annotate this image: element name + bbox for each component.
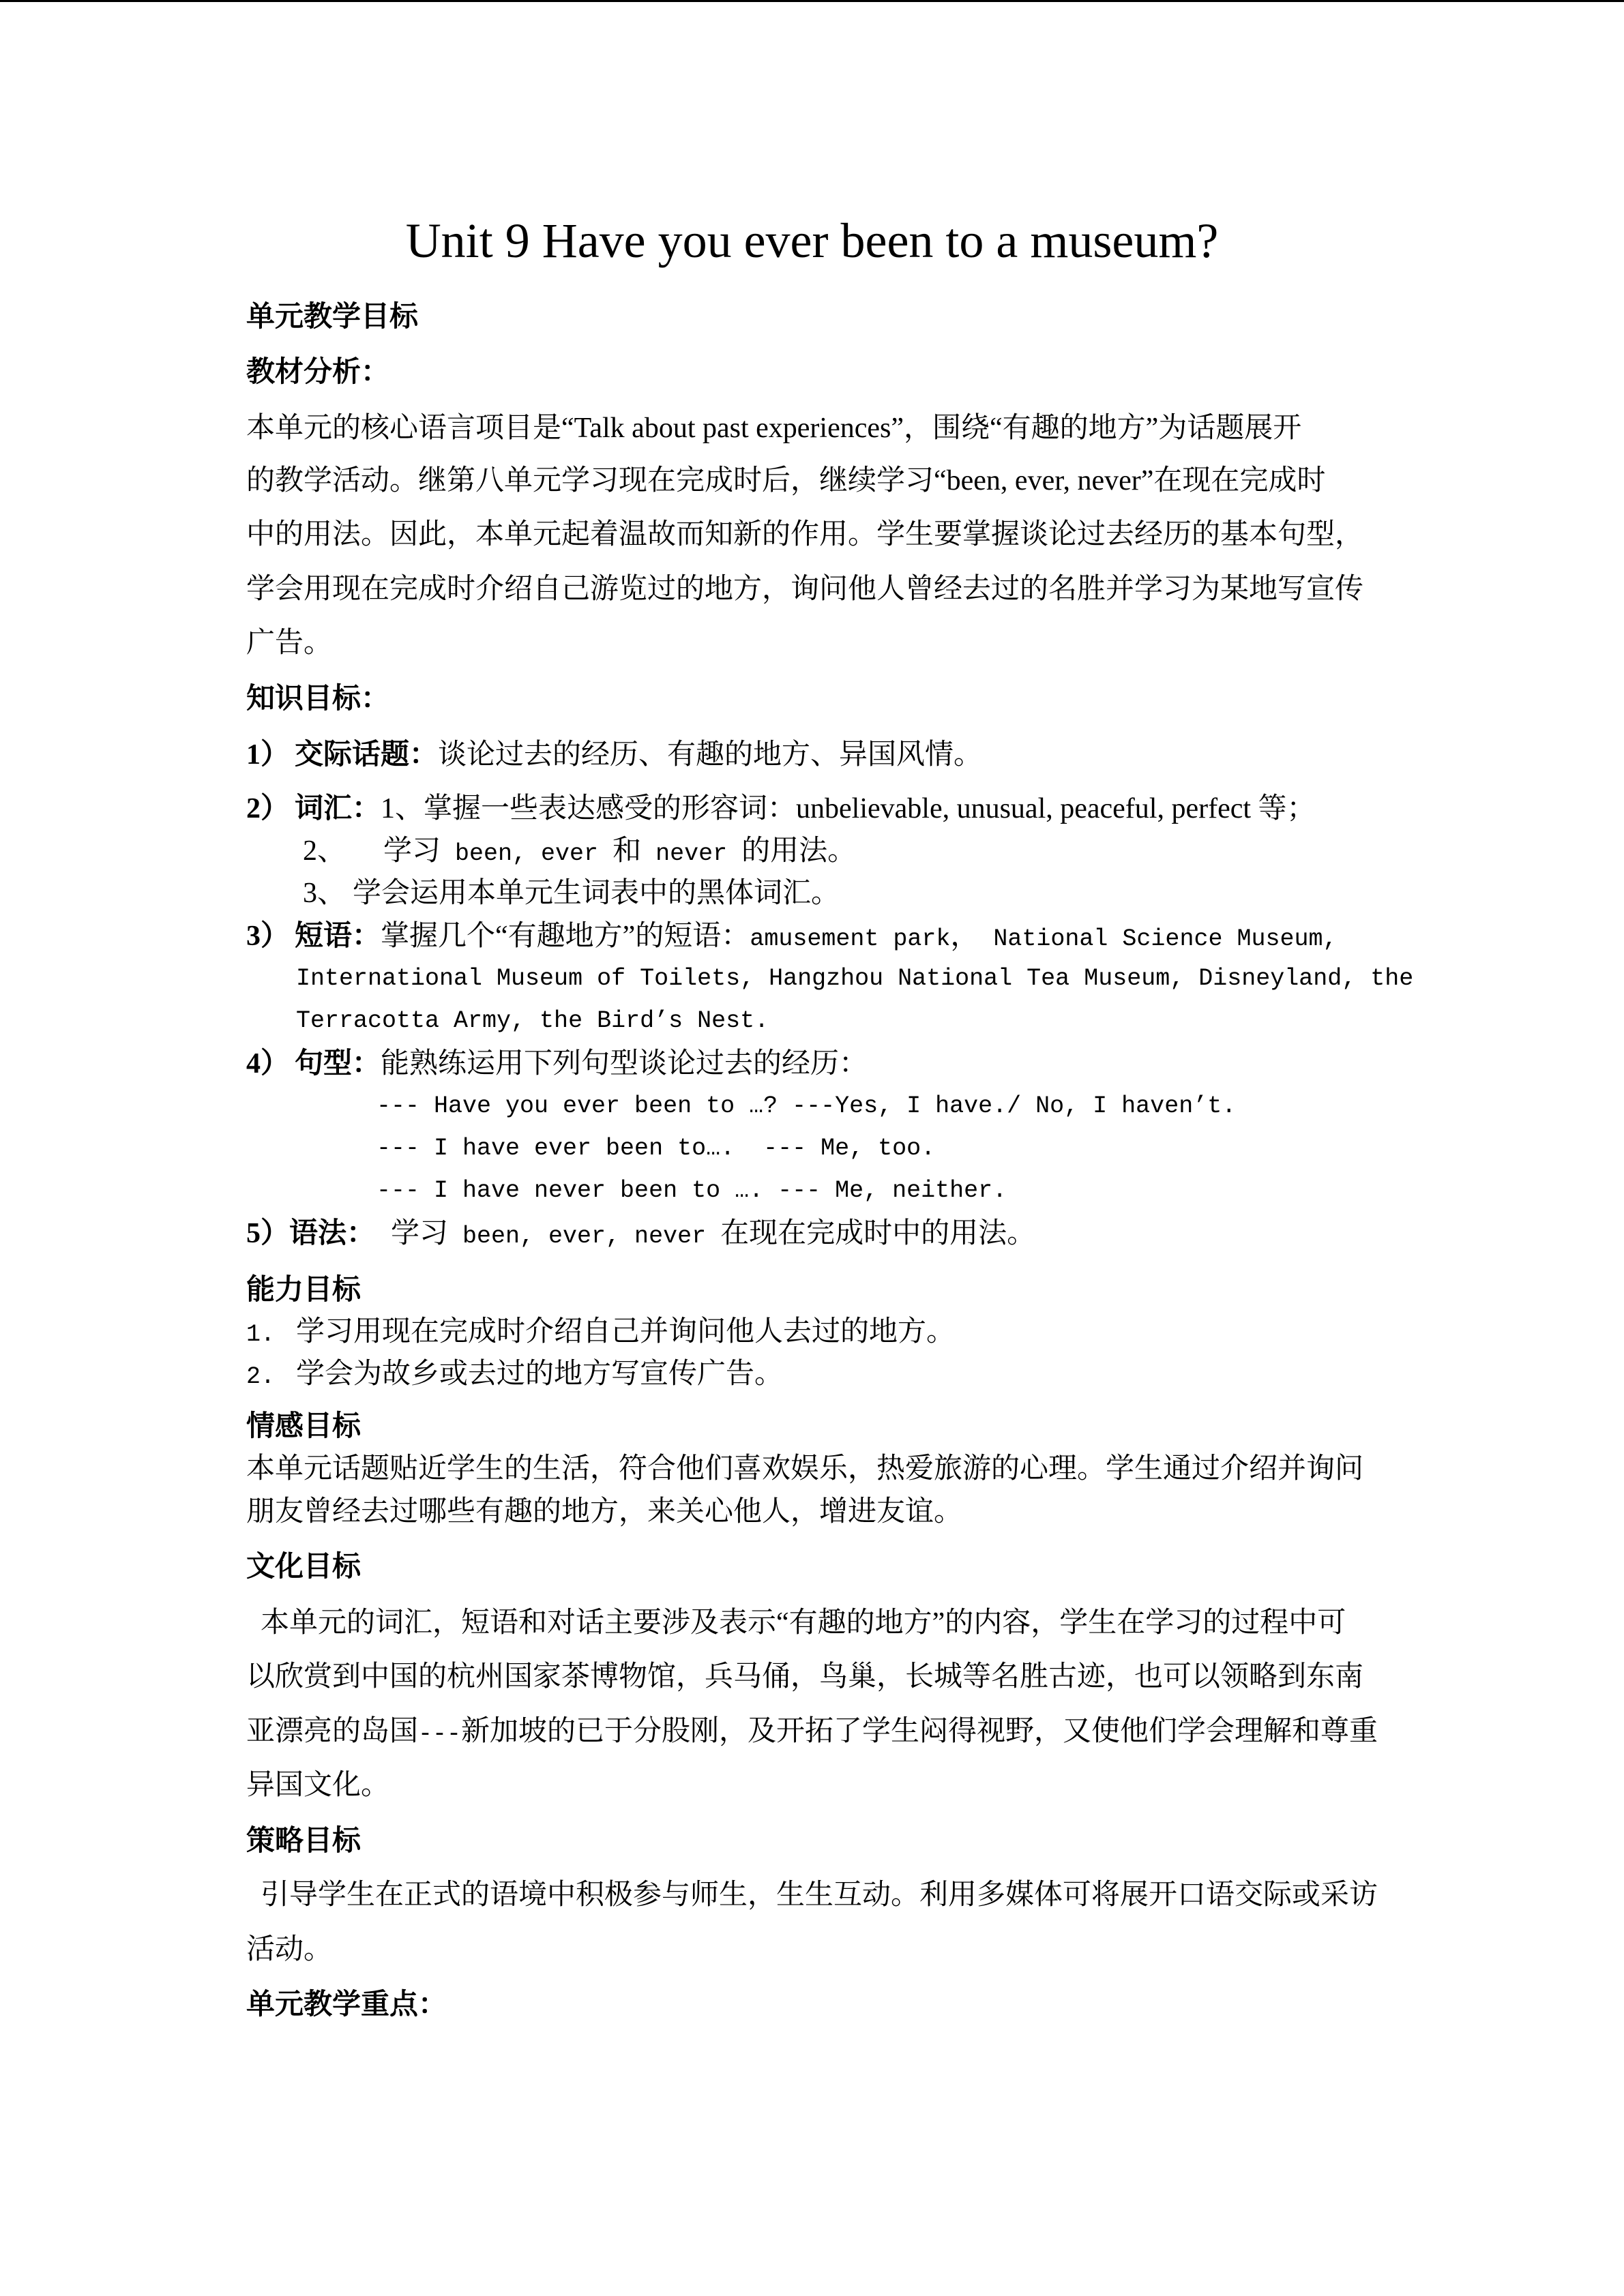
paragraph-line: 活动。	[246, 1934, 333, 1965]
item-label: 词汇：	[295, 793, 381, 824]
item-text: 1、掌握一些表达感受的形容词：unbelievable, unusual, peaceful, perfect 等；	[381, 793, 1316, 824]
paragraph-line: 朋友曾经去过哪些有趣的地方，来关心他人，增进友谊。	[246, 1496, 963, 1527]
document-title: Unit 9 Have you ever been to a museum?	[405, 213, 1219, 268]
example-dialogue: --- I have ever been to…. --- Me, too.	[377, 1135, 936, 1162]
example-dialogue: --- Have you ever been to …? ---Yes, I have./ No, I haven’t.	[377, 1092, 1237, 1120]
sub-list-number: 3、	[303, 878, 346, 909]
item-label: 句型：	[295, 1048, 381, 1079]
sentence-patterns-item	[246, 1043, 868, 1084]
item-text: 学习	[383, 835, 441, 867]
ability-item	[246, 1311, 955, 1352]
item-text: 学会运用本单元生词表中的黑体词汇。	[353, 878, 840, 909]
item-text: 能熟练运用下列句型谈论过去的经历：	[381, 1048, 868, 1079]
item-text-latin: been, ever, never	[448, 1223, 721, 1250]
item-text: 谈论过去的经历、有趣的地方、异国风情。	[438, 739, 983, 771]
unit-objectives-heading: 单元教学目标	[246, 301, 419, 333]
grammar-item	[246, 1213, 1035, 1254]
line-text: 亚漂亮的岛国	[246, 1716, 419, 1747]
vocabulary-subitem	[303, 873, 840, 914]
item-text-latin: National Science Museum,	[979, 925, 1338, 953]
item-text-latin: been, ever	[441, 840, 613, 867]
phrases-item	[246, 916, 1337, 957]
list-number: 3）	[246, 921, 290, 952]
item-text-latin: never	[641, 840, 742, 867]
paragraph-line: 本单元的核心语言项目是“Talk about past experiences”，围绕“有趣的地方”为话题展开	[246, 413, 1302, 444]
item-text: 掌握几个“有趣地方”的短语：	[381, 921, 750, 952]
materials-analysis-heading: 教材分析：	[246, 357, 390, 388]
item-label: 短语：	[295, 921, 381, 952]
strategy-objectives-heading: 策略目标	[246, 1825, 361, 1857]
list-number: 2.	[246, 1363, 276, 1390]
item-text: 的用法。	[741, 835, 857, 867]
key-points-heading: 单元教学重点：	[246, 1989, 447, 2021]
list-number: 2）	[246, 793, 290, 824]
sub-list-number: 2、	[303, 835, 346, 867]
emotional-objectives-heading: 情感目标	[246, 1411, 361, 1442]
paragraph-line: 广告。	[246, 627, 333, 659]
list-number: 4）	[246, 1048, 290, 1079]
paragraph-line: 引导学生在正式的语境中积极参与师生，生生互动。利用多媒体可将展开口语交际或采访	[261, 1879, 1378, 1911]
knowledge-objectives-heading: 知识目标：	[246, 683, 390, 715]
phrases-continuation: International Museum of Toilets, Hangzhou National Tea Museum, Disneyland, the	[296, 965, 1414, 992]
ability-objectives-heading: 能力目标	[246, 1274, 361, 1306]
item-label: 5）语法：	[246, 1218, 376, 1249]
topic-item	[246, 734, 982, 775]
paragraph-line: 学会用现在完成时介绍自己游览过的地方，询问他人曾经去过的名胜并学习为某地写宣传	[246, 573, 1364, 605]
ability-item	[246, 1354, 783, 1395]
vocabulary-item	[246, 788, 1316, 829]
line-text-dashes: ---	[418, 1720, 462, 1748]
item-text-latin: amusement park	[750, 925, 951, 953]
list-number: 1.	[246, 1321, 276, 1348]
paragraph-line: 本单元的词汇，短语和对话主要涉及表示“有趣的地方”的内容，学生在学习的过程中可	[261, 1607, 1346, 1639]
paragraph-line: 的教学活动。继第八单元学习现在完成时后，继续学习“been, ever, never”在现在完成时	[246, 465, 1326, 496]
line-text: 新加坡的已于分股刚，及开拓了学生闷得视野，又使他们学会理解和尊重	[461, 1716, 1378, 1747]
cultural-objectives-heading: 文化目标	[246, 1551, 361, 1583]
list-number: 1）	[246, 739, 290, 771]
item-label: 交际话题：	[295, 739, 439, 771]
paragraph-line: 以欣赏到中国的杭州国家茶博物馆，兵马俑，鸟巢，长城等名胜古迹，也可以领略到东南	[246, 1661, 1364, 1693]
paragraph-line: 异国文化。	[246, 1770, 390, 1801]
vocabulary-subitem	[303, 831, 856, 871]
item-text: 在现在完成时中的用法。	[720, 1218, 1036, 1249]
item-text: ，	[950, 921, 979, 952]
item-text: 学会为故乡或去过的地方写宣传广告。	[296, 1358, 784, 1390]
item-text: 学习用现在完成时介绍自己并询问他人去过的地方。	[296, 1316, 956, 1347]
example-dialogue: --- I have never been to …. --- Me, neither.	[377, 1177, 1007, 1204]
paragraph-line: 中的用法。因此，本单元起着温故而知新的作用。学生要掌握谈论过去经历的基本句型，	[246, 519, 1364, 550]
item-text: 学习	[391, 1218, 449, 1249]
paragraph-line	[246, 1711, 1378, 1752]
item-text: 和	[612, 835, 642, 867]
phrases-continuation: Terracotta Army, the Bird’s Nest.	[296, 1007, 769, 1034]
paragraph-line: 本单元话题贴近学生的生活，符合他们喜欢娱乐，热爱旅游的心理。学生通过介绍并询问	[246, 1453, 1364, 1485]
